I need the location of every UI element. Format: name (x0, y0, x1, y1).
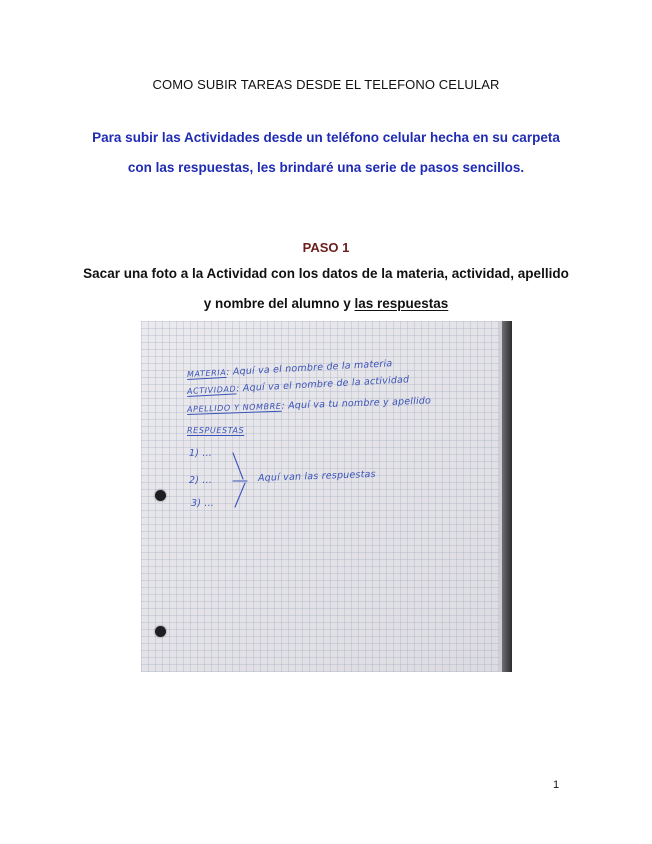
handwritten-key: RESPUESTAS (187, 426, 245, 435)
intro-text-line-1: Para subir las Actividades desde un teléfono celular hecha en su carpeta (92, 130, 560, 145)
handwritten-separator: : (225, 366, 230, 378)
handwritten-row-apellido (187, 395, 431, 415)
step-heading: PASO 1 (302, 240, 350, 255)
step-instruction-underlined: las respuestas (354, 296, 449, 311)
handwritten-key: MATERIA (186, 367, 227, 379)
intro-text-line-2: con las respuestas, les brindaré una serie de pasos sencillos. (127, 160, 525, 175)
handwritten-text: Aquí va el nombre de la materia (232, 358, 393, 378)
handwritten-text: Aquí va el nombre de la actividad (242, 374, 410, 395)
photo-edge-shadow (502, 321, 512, 672)
binder-hole (155, 490, 166, 501)
handwritten-separator: : (281, 400, 286, 412)
handwritten-answer-2: 2) ... (189, 475, 213, 486)
document-title: COMO SUBIR TAREAS DESDE EL TELEFONO CELULAR (152, 77, 500, 92)
notebook-photo (141, 321, 512, 672)
page-number: 1 (553, 779, 560, 791)
handwritten-key: APELLIDO Y NOMBRE (186, 401, 282, 414)
handwritten-answer-3: 3) ... (191, 498, 215, 509)
step-instruction-prefix: y nombre del alumno y (203, 296, 355, 311)
handwritten-separator: : (235, 383, 240, 395)
step-instruction-line-2 (0, 296, 652, 311)
handwritten-row-respuestas (187, 425, 244, 436)
handwritten-answers-note: Aquí van las respuestas (257, 468, 376, 484)
handwritten-brace (231, 451, 261, 511)
handwritten-answer-1: 1) ... (189, 448, 213, 459)
handwritten-key: ACTIVIDAD (186, 384, 237, 396)
binder-hole (155, 626, 166, 637)
handwritten-text: Aquí va tu nombre y apellido (287, 395, 432, 412)
step-instruction-line-1: Sacar una foto a la Actividad con los datos de la materia, actividad, apellido (83, 266, 569, 281)
